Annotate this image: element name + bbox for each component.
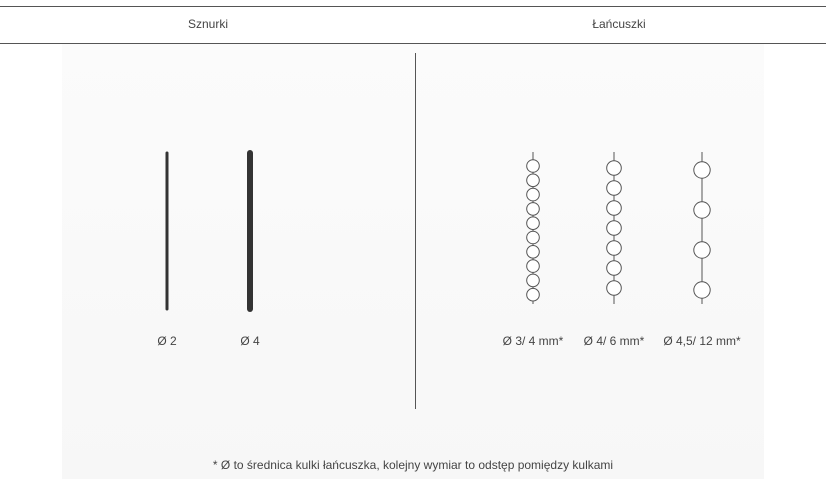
- chain-bead: [694, 162, 710, 178]
- chain-bead: [527, 231, 540, 244]
- chain-bead: [607, 221, 622, 236]
- cord-4mm-label: Ø 4: [240, 334, 260, 348]
- chain-bead: [607, 261, 622, 276]
- chain-bead: [527, 246, 540, 259]
- chain-bead: [527, 160, 540, 173]
- chain-bead: [607, 181, 622, 196]
- chain-bead: [527, 203, 540, 216]
- chain-4-6mm-label: Ø 4/ 6 mm*: [583, 334, 645, 348]
- chain-4-5-12mm-label: Ø 4,5/ 12 mm*: [663, 334, 741, 348]
- chain-bead: [527, 274, 540, 287]
- chain-bead: [527, 174, 540, 187]
- chain-3-4mm: [527, 152, 540, 304]
- chain-bead: [694, 282, 710, 298]
- header-cords: Sznurki: [187, 17, 229, 31]
- footnote: * Ø to średnica kulki łańcuszka, kolejny wymiar to odstęp pomiędzy kulkami: [212, 458, 614, 472]
- chain-bead: [607, 201, 622, 216]
- chain-4-5-12mm: [694, 152, 710, 304]
- chain-4-6mm: [607, 152, 622, 304]
- chain-bead: [694, 202, 710, 218]
- cord-2mm-label: Ø 2: [157, 334, 177, 348]
- chain-bead: [527, 260, 540, 273]
- chain-bead: [527, 217, 540, 230]
- chain-3-4mm-label: Ø 3/ 4 mm*: [502, 334, 564, 348]
- chain-bead: [607, 161, 622, 176]
- chain-bead: [694, 242, 710, 258]
- chain-bead: [527, 288, 540, 301]
- chain-bead: [607, 241, 622, 256]
- chain-bead: [607, 281, 622, 296]
- header-chains: Łańcuszki: [592, 17, 646, 31]
- chain-bead: [527, 188, 540, 201]
